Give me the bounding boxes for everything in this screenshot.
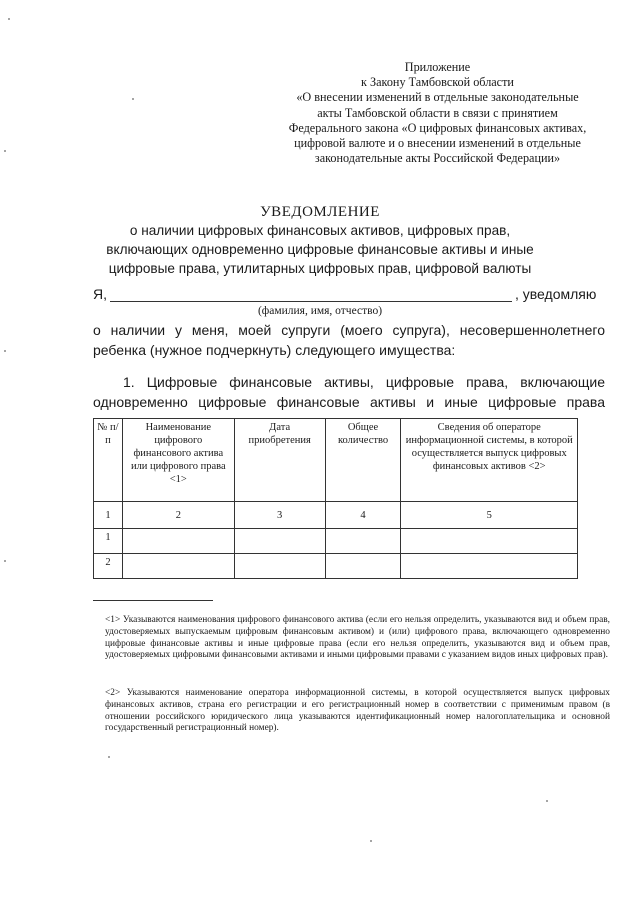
table-cell[interactable] (325, 529, 401, 554)
name-caption: (фамилия, имя, отчество) (257, 305, 383, 317)
column-number: 1 (94, 502, 123, 529)
notice-subtitle-line: о наличии цифровых финансовых активов, цифровых прав, (129, 223, 511, 238)
header-line: к Закону Тамбовской области (361, 75, 514, 90)
column-number: 2 (122, 502, 234, 529)
column-header: № п/п (94, 419, 123, 502)
section-1-heading (93, 372, 605, 412)
table-cell[interactable] (234, 554, 325, 579)
scan-speck (4, 150, 6, 152)
header-line: цифровой валюте и о внесении изменений в отдельные (294, 136, 581, 151)
header-line: законодательные акты Российской Федерации» (314, 151, 561, 166)
scan-speck (132, 98, 134, 100)
declarant-prefix: Я, (93, 286, 107, 302)
section-line: одновременно цифровые финансовые активы и иные цифровые права (93, 394, 605, 410)
header-line: Федерального закона «О цифровых финансовых активах, (288, 120, 587, 135)
column-header: Общее количество (325, 419, 401, 502)
scan-speck (546, 800, 548, 802)
column-number-row (94, 502, 578, 529)
notice-subtitle-line: цифровые права, утилитарных цифровых прав, цифровой валюты (108, 261, 532, 276)
section-line: 1. Цифровые финансовые активы, цифровые права, включающие (123, 374, 605, 390)
table-cell[interactable] (122, 554, 234, 579)
scan-speck (4, 350, 6, 352)
paragraph-line: ребенка (нужное подчеркнуть) следующего имущества: (93, 342, 456, 358)
footnote-2: <2> Указываются наименование оператора информационной системы, в которой осуществляется выпуск цифровых финансовых активов, страна его регистрации и его регистрационный номер в соответствии с применимым правом (в отношении российского юридического лица указываются идентификационный номер налогоплательщика и основной государственный регистрационный номер). (105, 688, 610, 734)
table-row (94, 529, 578, 554)
column-number: 4 (325, 502, 401, 529)
digital-assets-table (93, 418, 578, 579)
scan-speck (370, 840, 372, 842)
header-line: «О внесении изменений в отдельные законодательные (296, 90, 579, 105)
notice-title: УВЕДОМЛЕНИЕ (260, 204, 380, 220)
header-line: акты Тамбовской области в связи с принятием (317, 105, 558, 120)
paragraph-property (93, 320, 605, 360)
column-header: Дата приобретения (234, 419, 325, 502)
footnote-1: <1> Указываются наименования цифрового финансового актива (если его нельзя определить, указываются вид и объем прав, удостоверяемых выпускаемым цифровым финансовым активом) и (или) цифрового права, включающего одновременно цифровые финансовые активы и иные цифровые права (если его нельзя определить, указываются вид и объем прав, удостоверяемых цифровыми финансовыми активами и иными цифровыми правами с указанием видов иных цифровых прав). (105, 615, 610, 661)
table-cell[interactable] (401, 554, 578, 579)
appendix-header (270, 60, 605, 166)
scan-speck (8, 18, 10, 20)
table-cell[interactable] (122, 529, 234, 554)
notice-subtitle-line: включающих одновременно цифровые финансовые активы и иные (106, 242, 534, 257)
declarant-name-field[interactable] (110, 301, 512, 302)
header-line: Приложение (404, 60, 471, 74)
table-cell[interactable] (325, 554, 401, 579)
table-row (94, 554, 578, 579)
scan-speck (4, 560, 6, 562)
column-number: 5 (401, 502, 578, 529)
row-number: 1 (94, 529, 123, 554)
row-number: 2 (94, 554, 123, 579)
paragraph-line: о наличии у меня, моей супруги (моего супруга), несовершеннолетнего (93, 322, 605, 338)
table-cell[interactable] (401, 529, 578, 554)
column-header: Наименование цифрового финансового актива или цифрового права <1> (122, 419, 234, 502)
column-header: Сведения об операторе информационной системы, в которой осуществляется выпуск цифровых финансовых активов <2> (401, 419, 578, 502)
column-number: 3 (234, 502, 325, 529)
footnote-divider (93, 600, 213, 601)
table-header-row (94, 419, 578, 502)
declarant-suffix: , уведомляю (515, 286, 597, 302)
scan-speck (108, 756, 110, 758)
notice-title-block (0, 204, 640, 278)
table-cell[interactable] (234, 529, 325, 554)
